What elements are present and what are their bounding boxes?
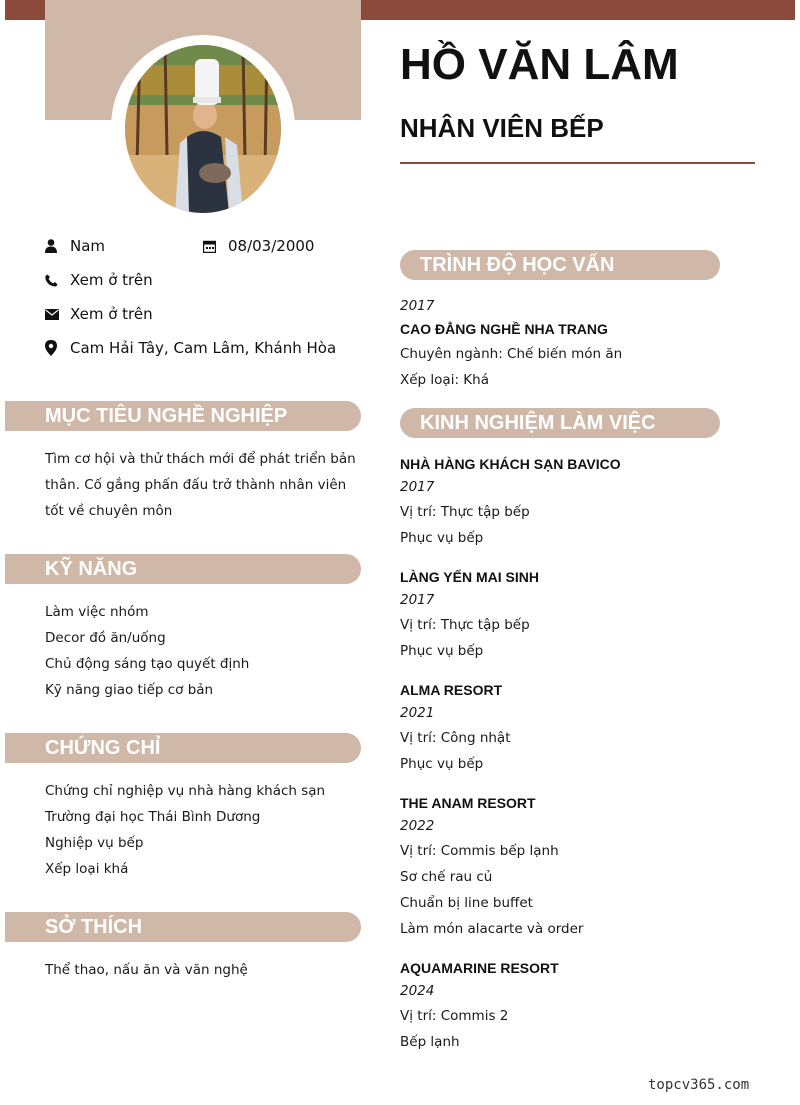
avatar (125, 45, 281, 213)
experience-detail: Phục vụ bếp (400, 643, 484, 659)
job-title: NHÂN VIÊN BẾP (400, 113, 604, 143)
certificate-item: Chứng chỉ nghiệp vụ nhà hàng khách sạn Trường đại học Thái Bình Dương (45, 783, 326, 825)
experience-detail: Vị trí: Thực tập bếp (400, 617, 530, 633)
experience-org: LÀNG YẾN MAI SINH (400, 569, 539, 585)
address-row (45, 337, 336, 359)
gender-row (45, 235, 105, 257)
certificate-item: Nghiệp vụ bếp (45, 835, 144, 851)
candidate-name: HỒ VĂN LÂM (400, 40, 679, 89)
experience-year: 2022 (400, 818, 435, 834)
person-icon (45, 239, 70, 253)
skill-item: Decor đồ ăn/uống (45, 630, 166, 646)
experience-detail: Phục vụ bếp (400, 756, 484, 772)
experience-detail: Vị trí: Commis 2 (400, 1008, 509, 1024)
experience-year: 2017 (400, 592, 435, 608)
hobbies-text: Thể thao, nấu ăn và văn nghệ (45, 962, 248, 978)
experience-org: ALMA RESORT (400, 682, 503, 698)
experience-detail: Phục vụ bếp (400, 530, 484, 546)
skills-heading: KỸ NĂNG (5, 554, 361, 584)
envelope-icon (45, 309, 70, 320)
email-value: Xem ở trên (70, 305, 153, 323)
birthday-row (203, 235, 314, 257)
experience-detail: Vị trí: Thực tập bếp (400, 504, 530, 520)
experience-detail: Vị trí: Commis bếp lạnh (400, 843, 559, 859)
objective-text: Tìm cơ hội và thử thách mới để phát triển bản thân. Cố gắng phấn đấu trở thành nhân viên tốt về chuyên môn (45, 451, 356, 519)
experience-org: AQUAMARINE RESORT (400, 960, 559, 976)
certificates-heading: CHỨNG CHỈ (5, 733, 361, 763)
location-pin-icon (45, 340, 70, 356)
footer-watermark: topcv365.com (648, 1077, 750, 1093)
address-value: Cam Hải Tây, Cam Lâm, Khánh Hòa (70, 339, 337, 357)
education-grade: Xếp loại: Khá (400, 372, 489, 388)
experience-detail: Vị trí: Công nhật (400, 730, 511, 746)
certificate-item: Xếp loại khá (45, 861, 129, 877)
experience-detail: Chuẩn bị line buffet (400, 895, 533, 911)
hobbies-heading: SỞ THÍCH (5, 912, 361, 942)
email-row (45, 303, 153, 325)
phone-value: Xem ở trên (70, 271, 153, 289)
education-heading: TRÌNH ĐỘ HỌC VẤN (400, 250, 720, 280)
experience-year: 2024 (400, 983, 435, 999)
calendar-icon (203, 240, 228, 253)
skill-item: Kỹ năng giao tiếp cơ bản (45, 682, 214, 698)
skill-item: Làm việc nhóm (45, 604, 149, 620)
experience-org: NHÀ HÀNG KHÁCH SẠN BAVICO (400, 456, 621, 472)
experience-year: 2021 (400, 705, 435, 721)
education-year: 2017 (400, 298, 435, 314)
birthday-value: 08/03/2000 (228, 237, 315, 255)
skill-item: Chủ động sáng tạo quyết định (45, 656, 250, 672)
experience-heading: KINH NGHIỆM LÀM VIỆC (400, 408, 720, 438)
gender-value: Nam (70, 237, 106, 255)
objective-heading: MỤC TIÊU NGHỀ NGHIỆP (5, 401, 361, 431)
experience-detail: Sơ chế rau củ (400, 869, 493, 885)
experience-year: 2017 (400, 479, 435, 495)
phone-row (45, 269, 153, 291)
experience-detail: Bếp lạnh (400, 1034, 460, 1050)
experience-detail: Làm món alacarte và order (400, 921, 584, 937)
education-major: Chuyên ngành: Chế biến món ăn (400, 346, 623, 362)
education-school: CAO ĐẲNG NGHỀ NHA TRANG (400, 321, 608, 337)
phone-icon (45, 274, 70, 287)
title-divider (400, 162, 755, 164)
experience-org: THE ANAM RESORT (400, 795, 536, 811)
chef-photo-illustration (125, 45, 281, 213)
